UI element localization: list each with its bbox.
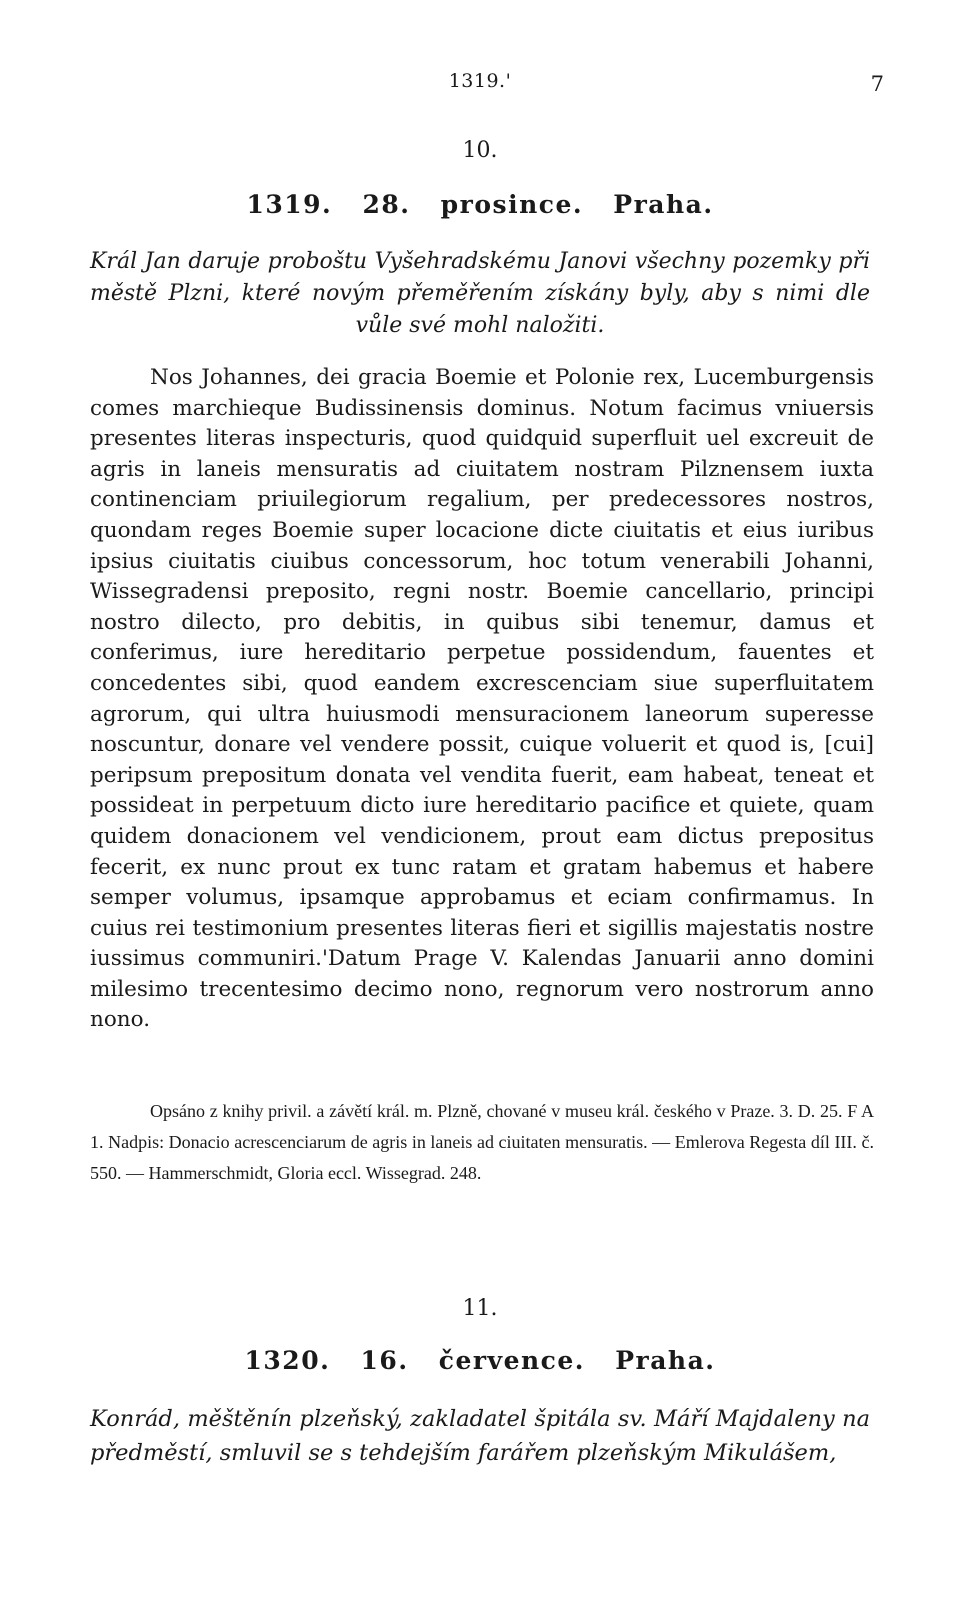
document-summary: Konrád, měštěnín plzeňský, zakladatel špitála sv. Máří Majdaleny na předměstí, smluvil se s tehdejším farářem plzeňským Mikulášem, [90, 1406, 870, 1466]
source-note: Opsáno z knihy privil. a závětí král. m. Plzně, chované v museu král. českého v Praze. 3. D. 25. F A 1. Nadpis: Donacio acrescenciarum de agris in laneis ad ciuitaten mensuratis. — Emlerova Regesta díl III. č. 550. — Hammerschmidt, Gloria eccl. Wissegrad. 248. [90, 1101, 874, 1183]
document-date-line [0, 1346, 960, 1375]
date-day: 16. [360, 1346, 409, 1375]
document-summary: Král Jan daruje proboštu Vyšehradskému Janovi všechny pozemky při městě Plzni, které novým přeměřením získány byly, aby s nimi dle vůle své mohl naložiti. [90, 249, 870, 338]
date-day: 28. [362, 190, 411, 219]
date-place: Praha. [613, 190, 714, 219]
document-number: 11. [462, 1296, 498, 1321]
charter-text: Nos Johannes, dei gracia Boemie et Polonie rex, Lucemburgensis comes marchieque Budissinensis dominus. Notum facimus vniuersis presentes literas inspecturis, quod quidquid superfluit uel excreuit de agris in laneis mensuratis ad ciuitatem nostram Pilznensem iuxta continenciam priuilegiorum regalium, per predecessores nostros, quondam reges Boemie super locacione dicte ciuitatis et eius iuribus ipsius ciuitatis ciuibus concessorum, hoc totum venerabili Johanni, Wissegradensi preposito, regni nostr. Boemie cancellario, principi nostro dilecto, pro debitis, in quibus sibi tenemur, damus et conferimus, iure hereditario perpetue possidendum, fauentes et concedentes sibi, quod eandem excrescenciam siue superfluitatem agrorum, qui ultra huiusmodi mensuracionem laneorum superesse noscuntur, donare vel vendere possit, cuique voluerit et quod is, [cui] peripsum prepositum donata vel vendita fuerit, eam habeat, teneat et possideat in perpetuum dicto iure hereditario pacifice et quiete, quam quidem donacionem vel vendicionem, prout eam dictus prepositus fecerit, ex nunc prout ex tunc ratam et gratam habemus et habere semper volumus, ipsamque approbamus et eciam confirmamus. In cuius rei testimonium presentes literas fieri et sigillis majestatis nostre iussimus communiri.'Datum Prage V. Kalendas Januarii anno domini milesimo trecentesimo decimo nono, regnorum vero nostrorum anno nono. [90, 365, 874, 1033]
date-month: prosince. [440, 190, 584, 219]
date-year: 1320. [244, 1346, 331, 1375]
document-date-line [0, 190, 960, 219]
date-place: Praha. [615, 1346, 716, 1375]
document-number: 10. [462, 138, 498, 163]
date-year: 1319. [246, 190, 333, 219]
running-header-year: 1319.' [448, 70, 512, 92]
page-number: 7 [870, 72, 884, 96]
date-month: července. [438, 1346, 585, 1375]
